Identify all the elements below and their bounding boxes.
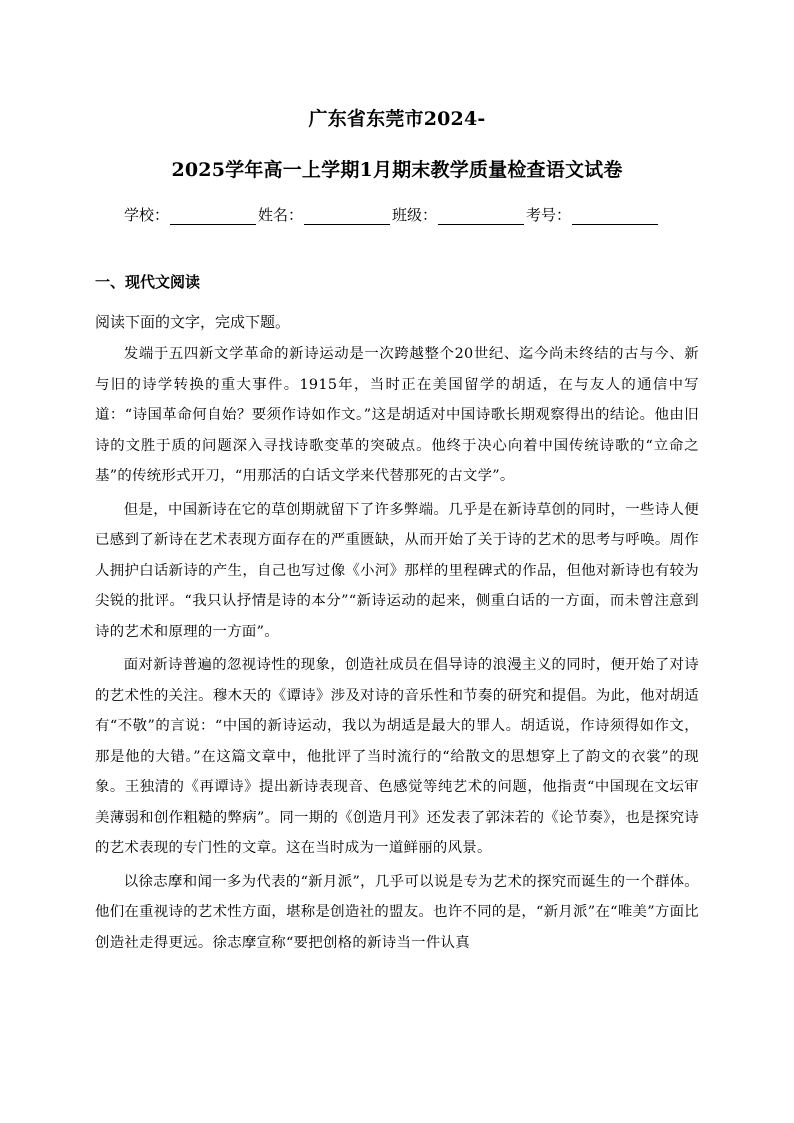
passage-paragraph-1: 发端于五四新文学革命的新诗运动是一次跨越整个20世纪、迄今尚未终结的古与今、新与旧的诗学转换的重大事件。1915年，当时正在美国留学的胡适，在与友人的通信中写道：“诗国革命何自始？要须作诗如作文。”这是胡适对中国诗歌长期观察得出的结论。他由旧诗的文胜于质的问题深入寻找诗歌变革的突破点。他终于决心向着中国传统诗歌的“立命之基”的传统形式开刀，“用那活的白话文学来代替那死的古文学”。	[95, 346, 699, 484]
class-label: 班级：	[392, 206, 438, 224]
school-label: 学校：	[124, 206, 170, 224]
exam-title-line-2: 2025学年高一上学期1月期末教学质量检查语文试卷	[171, 159, 623, 181]
reading-passage	[95, 339, 699, 961]
reading-instruction: 阅读下面的文字，完成下题。	[95, 313, 291, 331]
name-blank	[304, 206, 390, 225]
passage-paragraph-2: 但是，中国新诗在它的草创期就留下了许多弊端。几乎是在新诗草创的同时，一些诗人便已感到了新诗在艺术表现方面存在的严重匮缺，从而开始了关于诗的艺术的思考与呼唤。周作人拥护白话新诗的产生，自己也写过像《小河》那样的里程碑式的作品，但他对新诗也有较为尖锐的批评。“我只认抒情是诗的本分”“新诗运动的起来，侧重白话的一方面，而未曾注意到诗的艺术和原理的一方面”。	[95, 501, 699, 640]
name-label: 姓名：	[258, 206, 304, 224]
section-heading: 一、现代文阅读	[95, 273, 201, 291]
exam-title-line-1: 广东省东莞市2024-	[308, 108, 486, 130]
exam-number-blank	[572, 206, 658, 225]
class-blank	[438, 206, 524, 225]
exam-number-label: 考号：	[526, 206, 572, 224]
passage-paragraph-4: 以徐志摩和闻一多为代表的“新月派”，几乎可以说是专为艺术的探究而诞生的一个群体。他们在重视诗的艺术性方面，堪称是创造社的盟友。也许不同的是，“新月派”在“唯美”方面比创造社走得更远。徐志摩宣称“要把创格的新诗当一件认真	[95, 873, 699, 951]
student-info-row	[124, 204, 660, 225]
passage-paragraph-3: 面对新诗普遍的忽视诗性的现象，创造社成员在倡导诗的浪漫主义的同时，便开始了对诗的艺术性的关注。穆木天的《谭诗》涉及对诗的音乐性和节奏的研究和提倡。为此，他对胡适有“不敬”的言说：“中国的新诗运动，我以为胡适是最大的罪人。胡适说，作诗须得如作文，那是他的大错。”在这篇文章中，他批评了当时流行的“给散文的思想穿上了韵文的衣裳”的现象。王独清的《再谭诗》提出新诗表现音、色感觉等纯艺术的问题，他指责“中国现在文坛审美薄弱和创作粗糙的弊病”。同一期的《创造月刊》还发表了郭沫若的《论节奏》，也是探究诗的艺术表现的专门性的文章。这在当时成为一道鲜丽的风景。	[95, 657, 699, 856]
school-blank	[170, 206, 256, 225]
